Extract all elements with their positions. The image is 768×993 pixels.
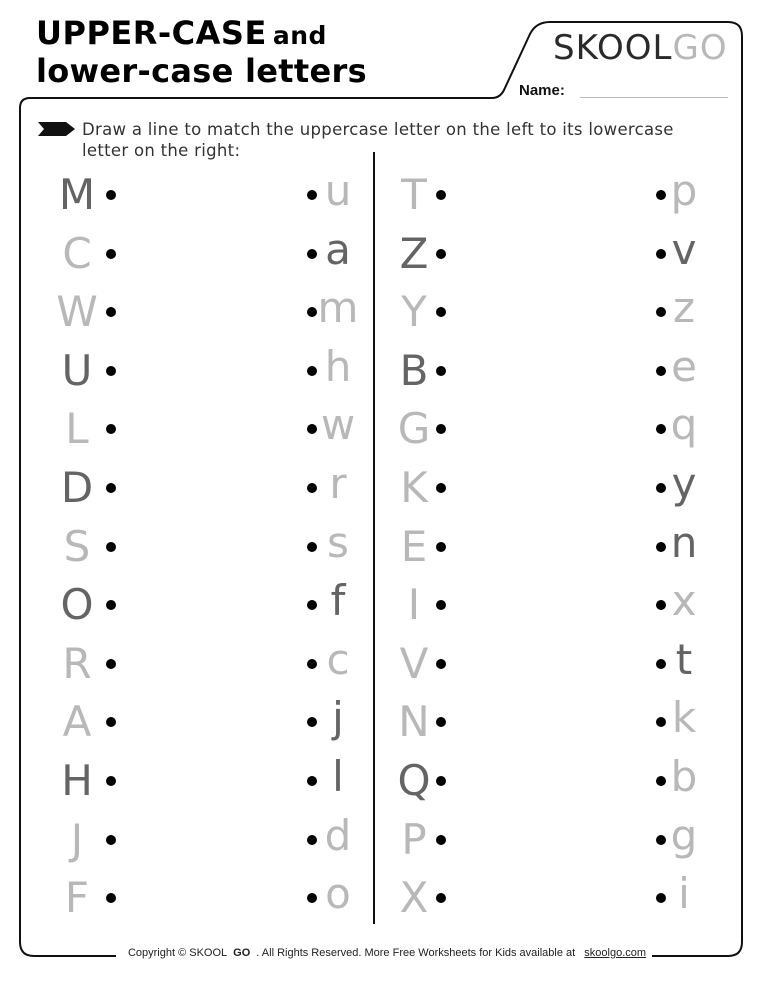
uppercase-letter: N [398,697,430,747]
uppercase-letter: C [62,228,92,278]
lowercase-letter: i [678,869,690,919]
uppercase-letter: B [399,345,429,395]
lowercase-letter: p [670,166,698,215]
lowercase-letter: o [325,869,351,919]
uppercase-letter: J [70,814,84,864]
name-field[interactable] [580,97,728,98]
uppercase-dot[interactable] [106,542,116,552]
footer-suffix: . All Rights Reserved. More Free Worksheets for Kids available at [250,947,584,959]
uppercase-dot[interactable] [106,776,116,786]
lowercase-letter: t [675,634,693,684]
worksheet-title-line2: lower-case letters [36,52,367,90]
uppercase-letter: R [62,638,92,688]
uppercase-letter: Q [397,756,431,805]
lowercase-letter: v [671,224,697,274]
uppercase-letter: E [400,521,428,571]
uppercase-letter: F [64,873,90,923]
lowercase-letter: e [671,341,697,391]
instructions-text: Draw a line to match the uppercase letter on the left to its lowercase letter on the right: [82,120,674,160]
uppercase-letter: M [58,170,96,219]
lowercase-letter: z [672,283,696,333]
uppercase-letter: Y [401,287,427,337]
lowercase-letter: a [325,224,351,274]
uppercase-dot[interactable] [436,776,446,786]
uppercase-dot[interactable] [436,249,446,259]
lowercase-letter: m [317,283,359,333]
uppercase-dot[interactable] [106,249,116,259]
lowercase-letter: c [326,634,350,684]
uppercase-letter: W [56,287,98,337]
logo-accent-text: GO [672,28,728,68]
uppercase-letter: I [407,580,421,630]
uppercase-letter: X [399,873,429,923]
uppercase-letter: U [61,345,93,395]
logo-main-text: SKOOL [553,28,673,68]
uppercase-letter: L [65,404,89,454]
uppercase-letter: D [60,463,94,512]
uppercase-letter: O [60,580,94,630]
uppercase-dot[interactable] [436,542,446,552]
lowercase-letter: j [332,693,344,743]
uppercase-letter: H [61,756,93,805]
skoolgo-logo [553,28,728,68]
lowercase-letter: d [324,810,352,860]
uppercase-dot[interactable] [106,190,116,200]
lowercase-letter: n [670,517,698,567]
uppercase-letter: K [400,463,428,512]
uppercase-letter: T [401,170,427,219]
lowercase-letter: s [327,517,349,567]
lowercase-letter: x [671,576,697,626]
lowercase-letter: y [671,459,697,508]
uppercase-letter: G [397,404,431,454]
name-label: Name: [519,82,565,99]
lowercase-letter: h [324,341,352,391]
lowercase-letter: f [330,576,346,626]
title-uppercase-word: UPPER-CASE [36,14,267,52]
uppercase-dot[interactable] [436,483,446,493]
uppercase-dot[interactable] [436,366,446,376]
uppercase-dot[interactable] [106,483,116,493]
footer-bold: GO [233,947,251,959]
lowercase-letter: u [324,166,352,215]
uppercase-letter: P [401,814,427,864]
lowercase-letter: q [670,400,698,450]
arrow-flag-icon [38,122,76,136]
title-and-word: and [272,21,327,50]
lowercase-letter: w [320,400,356,450]
footer-link[interactable]: skoolgo.com [584,947,647,959]
uppercase-letter: V [399,638,429,688]
column-divider [373,152,375,924]
lowercase-letter: k [671,693,697,743]
uppercase-dot[interactable] [106,659,116,669]
uppercase-dot[interactable] [436,835,446,845]
lowercase-letter: l [332,752,344,801]
footer-prefix: Copyright © SKOOL [122,947,233,959]
lowercase-letter: r [329,459,347,508]
uppercase-dot[interactable] [106,366,116,376]
uppercase-letter: Z [399,228,429,278]
lowercase-letter: g [670,810,698,860]
uppercase-letter: S [63,521,91,571]
worksheet-title-line1 [36,14,327,52]
footer-copyright [0,947,768,959]
uppercase-letter: A [62,697,92,747]
uppercase-dot[interactable] [436,190,446,200]
uppercase-dot[interactable] [106,835,116,845]
uppercase-dot[interactable] [436,659,446,669]
lowercase-letter: b [670,752,698,801]
